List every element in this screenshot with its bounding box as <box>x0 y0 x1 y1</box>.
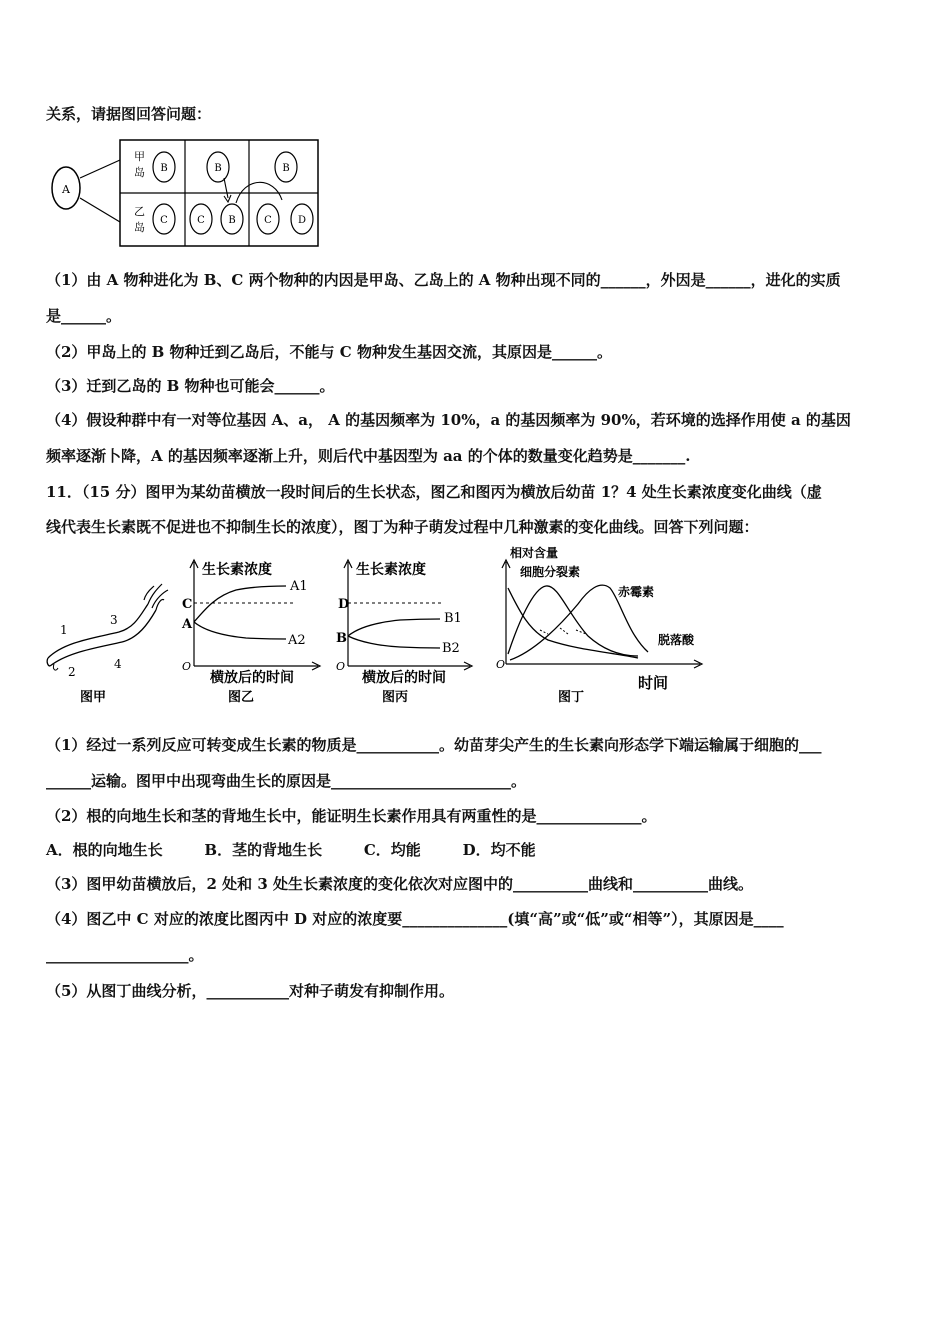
q11-p5: （5）从图丁曲线分析，___________对种子萌发有抑制作用。 <box>46 982 454 1000</box>
q11-p4a: （4）图乙中 C 对应的浓度比图丙中 D 对应的浓度要______________(填“高”或“低”或“相等”），其原因是____ <box>46 910 784 928</box>
yi-c: C <box>182 597 193 612</box>
bing-b1: B1 <box>444 611 462 626</box>
figure-ding <box>488 544 708 708</box>
c-label-2: C <box>197 215 205 226</box>
q11-p3: （3）图甲幼苗横放后，2 处和 3 处生长素浓度的变化依次对应图中的__________曲线和__________曲线。 <box>46 875 753 893</box>
q10-p2: （2）甲岛上的 B 物种迁到乙岛后，不能与 C 物种发生基因交流，其原因是______。 <box>46 343 612 361</box>
ding-origin: O <box>496 658 506 671</box>
migration-arrow-down <box>224 178 228 198</box>
jia-num-2: 2 <box>68 665 76 679</box>
yi-ylabel: 生长素浓度 <box>202 562 272 578</box>
yi-a2: A2 <box>288 633 306 648</box>
b-label-1: B <box>160 163 168 174</box>
ding-aba: 脱落酸 <box>658 633 695 647</box>
q11-p1a: （1）经过一系列反应可转变成生长素的物质是___________。幼苗芽尖产生的生长素向形态学下端运输属于细胞的___ <box>46 736 822 754</box>
q11-p1b: ______运输。图甲中出现弯曲生长的原因是________________________。 <box>46 772 527 790</box>
island-yi-label-2: 岛 <box>134 221 145 234</box>
yi-a: A <box>182 617 193 632</box>
ding-ylabel: 相对含量 <box>510 546 559 560</box>
yi-curve-a2 <box>194 622 286 639</box>
bing-b: B <box>336 631 347 646</box>
stem-lower-edge <box>50 610 156 666</box>
d-label: D <box>297 215 307 226</box>
q11-stem-b: 线代表生长素既不促进也不抑制生长的浓度），图丁为种子萌发过程中几种激素的变化曲线。回答下列问题： <box>46 518 759 536</box>
island-jia-label-1: 甲 <box>134 150 145 163</box>
jia-num-3: 3 <box>110 613 118 627</box>
yi-origin: O <box>182 660 192 673</box>
q11-options: A．根的向地生长 B．茎的背地生长 C．均能 D．均不能 <box>46 841 536 859</box>
ding-gibberellin: 赤霉素 <box>618 585 655 599</box>
figure-bing <box>330 556 480 708</box>
q11-p2: （2）根的向地生长和茎的背地生长中，能证明生长素作用具有两重性的是______________。 <box>46 807 657 825</box>
bing-origin: O <box>336 660 346 673</box>
yi-xlabel: 横放后的时间 <box>210 670 294 686</box>
ding-cytokinin: 细胞分裂素 <box>520 565 581 579</box>
c-label-1: C <box>160 215 168 226</box>
figure-jia <box>44 580 174 710</box>
bing-caption: 图丙 <box>382 690 409 705</box>
yi-a1: A1 <box>290 579 308 594</box>
ding-xlabel: 时间 <box>638 674 669 692</box>
bing-xlabel: 横放后的时间 <box>362 670 446 686</box>
q10-p4b: 频率逐渐卜降，A 的基因频率逐渐上升，则后代中基因型为 aa 的个体的数量变化趋势是_______. <box>46 447 691 465</box>
jia-caption: 图甲 <box>80 690 107 705</box>
island-diagram <box>46 138 326 250</box>
ding-caption: 图丁 <box>558 690 585 705</box>
branch-line-top <box>80 160 120 178</box>
bing-ylabel: 生长素浓度 <box>356 562 426 578</box>
q11-stem-a: 11．（15 分）图甲为某幼苗横放一段时间后的生长状态，图乙和图丙为横放后幼苗 1？4 处生长素浓度变化曲线（虚 <box>46 483 822 501</box>
figure-yi <box>176 556 324 708</box>
intro-tail: 关系，请据图回答问题： <box>46 105 212 123</box>
bing-d: D <box>338 597 350 612</box>
q10-p1b: 是______。 <box>46 307 122 325</box>
b-label-2: B <box>214 163 222 174</box>
branch-line-bottom <box>80 198 120 222</box>
island-jia-label-2: 岛 <box>134 166 145 179</box>
bing-curve-b2 <box>348 636 440 648</box>
species-a-label: A <box>62 183 70 196</box>
b-label-4: B <box>228 215 236 226</box>
b-label-3: B <box>282 163 290 174</box>
q10-p1a: （1）由 A 物种进化为 B、C 两个物种的内因是甲岛、乙岛上的 A 物种出现不同的______，外因是______，进化的实质 <box>46 271 841 289</box>
bing-b2: B2 <box>442 641 460 656</box>
q10-p4a: （4）假设种群中有一对等位基因 A、a， A 的基因频率为 10%，a 的基因频率为 90%，若环境的选择作用使 a 的基因 <box>46 411 851 429</box>
jia-num-4: 4 <box>114 657 122 671</box>
q11-p4b: ___________________。 <box>46 946 204 964</box>
jia-num-1: 1 <box>60 623 68 637</box>
c-label-3: C <box>264 215 272 226</box>
q10-p3: （3）迁到乙岛的 B 物种也可能会______。 <box>46 377 335 395</box>
island-yi-label-1: 乙 <box>134 205 145 218</box>
yi-caption: 图乙 <box>228 690 255 705</box>
yi-curve-a1 <box>194 586 286 622</box>
bing-curve-b1 <box>348 619 440 636</box>
